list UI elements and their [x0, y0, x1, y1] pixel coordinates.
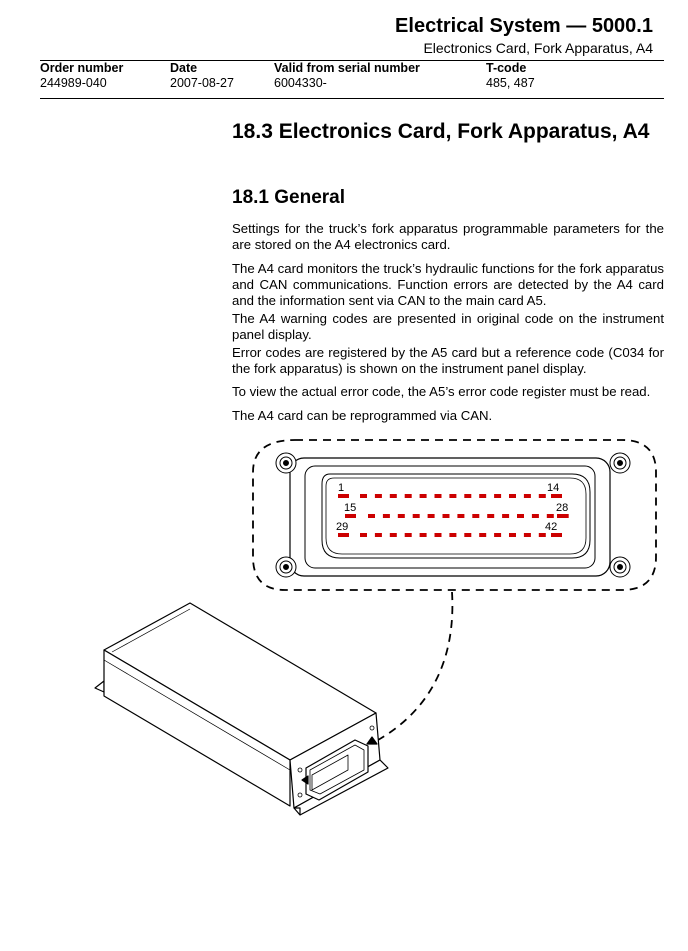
connector-pin	[390, 533, 397, 537]
connector-pin	[420, 533, 427, 537]
order-number-label: Order number	[40, 61, 124, 75]
connector-pin	[539, 533, 546, 537]
paragraph: Settings for the truck’s fork apparatus programmable parameters for the are stored on the A4 electronics card.	[232, 221, 664, 252]
pin-label: 15	[344, 502, 357, 514]
connector-pin	[494, 533, 501, 537]
date-value: 2007-08-27	[170, 76, 234, 90]
pin-label: 14	[547, 482, 560, 494]
connector-pin	[449, 533, 456, 537]
paragraph: The A4 card can be reprogrammed via CAN.	[232, 408, 493, 423]
connector-pin	[464, 494, 471, 498]
connector-pin	[383, 514, 390, 518]
connector-pin	[420, 494, 427, 498]
connector-pin	[375, 533, 382, 537]
date-label: Date	[170, 61, 198, 75]
connector-pin	[494, 494, 501, 498]
connector-pin	[509, 494, 516, 498]
mounting-screw-icon	[276, 557, 296, 577]
pin-label: 28	[556, 502, 569, 514]
connector-pin	[338, 494, 349, 498]
connector-pin	[435, 533, 442, 537]
document-title: Electrical System — 5000.1	[395, 15, 653, 37]
connector-pin	[360, 494, 367, 498]
mounting-screw-icon	[610, 453, 630, 473]
order-number-value: 244989-040	[40, 76, 107, 90]
connector-pin	[443, 514, 450, 518]
connector-pin	[457, 514, 464, 518]
connector-pin	[375, 494, 382, 498]
connector-pin	[390, 494, 397, 498]
connector-pin	[551, 494, 562, 498]
tcode-label: T-code	[486, 61, 527, 75]
connector-pin	[398, 514, 405, 518]
connector-pin	[405, 533, 412, 537]
connector-pin	[338, 533, 349, 537]
connector-pin	[547, 514, 554, 518]
connector-pin	[479, 533, 486, 537]
mounting-screw-icon	[610, 557, 630, 577]
connector-pin	[435, 494, 442, 498]
mounting-screw-icon	[276, 453, 296, 473]
pin-label: 29	[336, 521, 349, 533]
serial-value: 6004330-	[274, 76, 327, 90]
connector-pin	[464, 533, 471, 537]
connector-pin	[524, 533, 531, 537]
connector-pin	[472, 514, 479, 518]
connector-pin	[539, 494, 546, 498]
callout-leader-line	[378, 592, 452, 740]
connector-pin	[532, 514, 539, 518]
section-heading: 18.3 Electronics Card, Fork Apparatus, A4	[232, 120, 650, 143]
connector-pin	[524, 494, 531, 498]
connector-pin	[345, 514, 356, 518]
connector-pin	[509, 533, 516, 537]
connector-pin	[557, 514, 568, 518]
connector-pin	[413, 514, 420, 518]
connector-pin	[360, 533, 367, 537]
connector-pin	[479, 494, 486, 498]
serial-label: Valid from serial number	[274, 61, 420, 75]
pin-label: 42	[545, 521, 558, 533]
connector-pin	[517, 514, 524, 518]
pin-label: 1	[338, 482, 345, 494]
connector-pin	[405, 494, 412, 498]
connector-pin	[368, 514, 375, 518]
connector-pin	[449, 494, 456, 498]
paragraph: The A4 warning codes are presented in original code on the instrument panel display.	[232, 311, 664, 342]
tcode-value: 485, 487	[486, 76, 535, 90]
paragraph: Error codes are registered by the A5 card but a reference code (C034 for the fork apparatus) is shown on the instrument panel display.	[232, 345, 664, 376]
paragraph: To view the actual error code, the A5’s error code register must be read.	[232, 384, 651, 399]
subsection-heading: 18.1 General	[232, 187, 346, 208]
paragraph: The A4 card monitors the truck’s hydraulic functions for the fork apparatus and CAN communications. Function errors are detected by the A4 card and the information sent via CAN to the main card A5.	[232, 261, 664, 308]
document-subtitle: Electronics Card, Fork Apparatus, A4	[423, 40, 653, 56]
electronics-card-unit	[95, 603, 388, 815]
connector-pin	[428, 514, 435, 518]
connector-pin	[502, 514, 509, 518]
connector-pin	[487, 514, 494, 518]
connector-pin	[551, 533, 562, 537]
